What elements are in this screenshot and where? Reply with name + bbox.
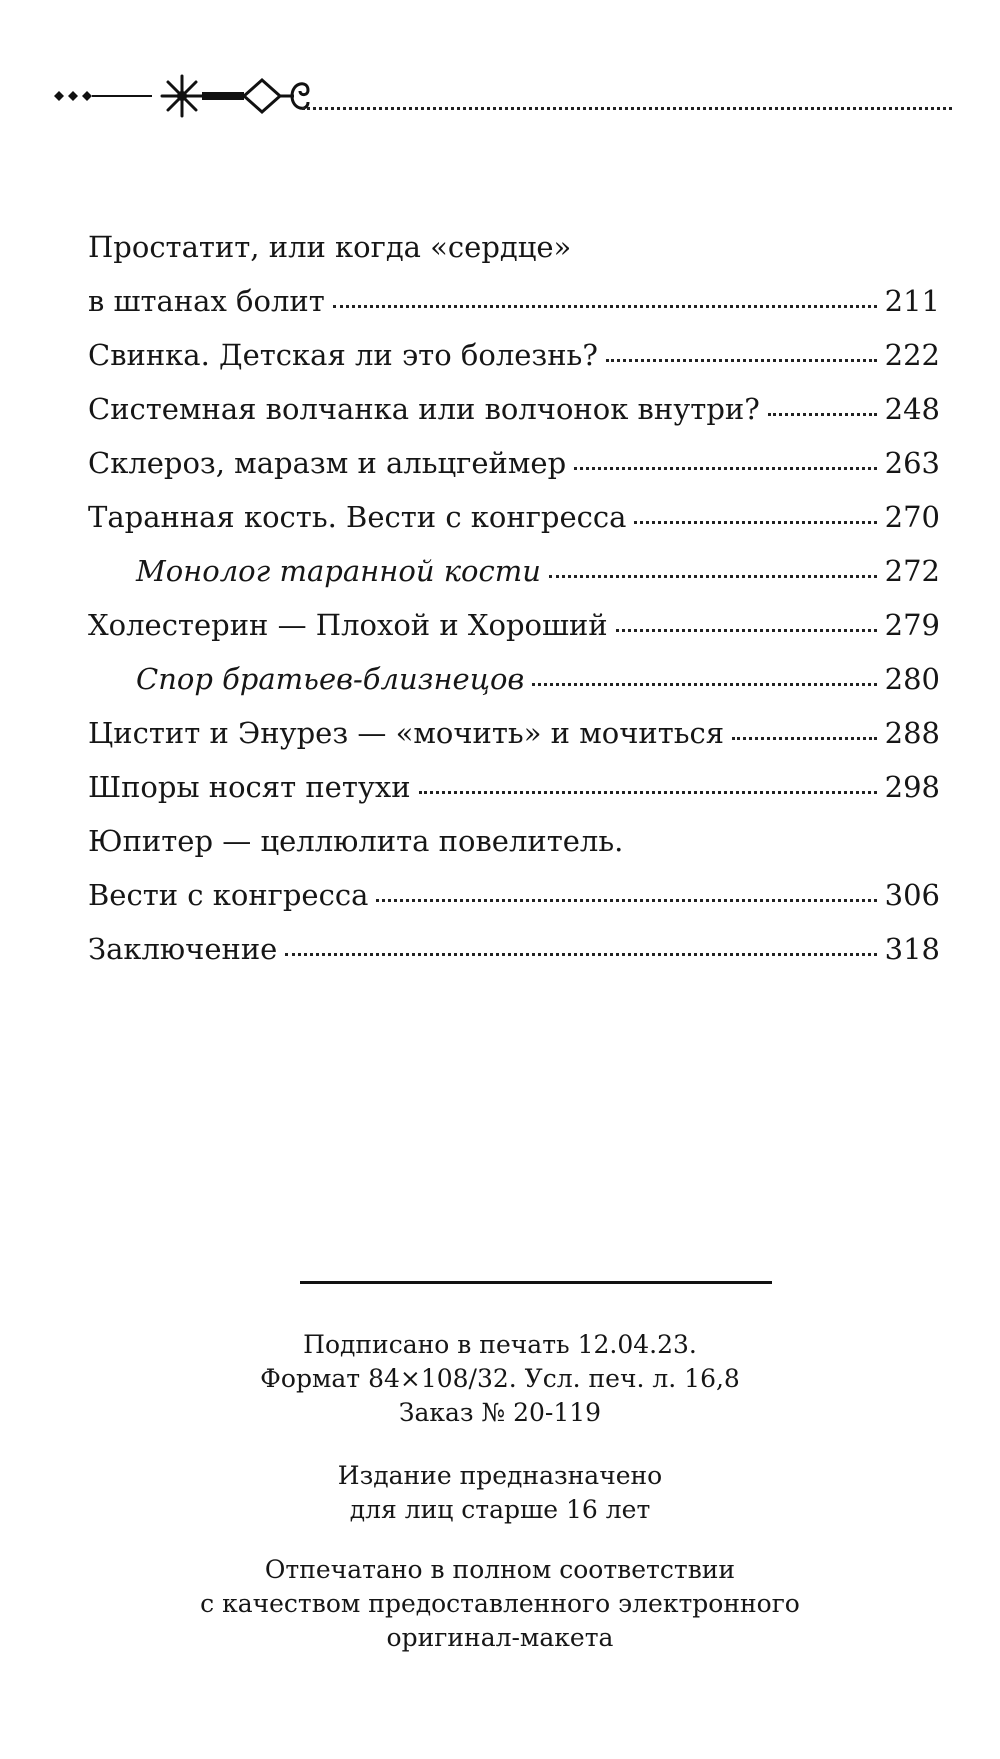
print-note-line: с качеством предоставленного электронного [200,1589,800,1618]
toc-title: Системная волчанка или волчонок внутри? [88,392,760,426]
toc-page-number: 263 [884,446,940,480]
print-note-line: Отпечатано в полном соответствии [264,1555,736,1584]
signed-date: Подписано в печать 12.04.23. [303,1330,697,1359]
toc-title: Таранная кость. Вести с конгресса [88,500,627,534]
dot-leader [616,629,877,632]
toc-title: Заключение [88,932,278,966]
order-number: Заказ № 20-119 [398,1398,602,1427]
toc-subentry [88,544,940,598]
print-note [0,1553,1000,1655]
age-rating [0,1459,1000,1527]
toc-title: Спор братьев-близнецов [136,662,525,696]
print-details [0,1328,1000,1430]
dot-leader [634,521,876,524]
horizontal-rule [300,1281,772,1284]
toc-entry [88,382,940,436]
toc-entry [88,706,940,760]
toc-title: в штанах болит [88,284,325,318]
dot-leader [419,791,877,794]
toc-entry [88,274,940,328]
toc-page-number: 222 [884,338,940,372]
dotted-rule [302,107,952,110]
decorative-ornament-icon [52,72,312,122]
toc-page-number: 298 [884,770,940,804]
age-rating-line: для лиц старше 16 лет [349,1495,651,1524]
toc-entry [88,598,940,652]
toc-page-number: 306 [884,878,940,912]
dot-leader [549,575,877,578]
header-ornament-rule [52,72,952,122]
toc-page-number: 288 [884,716,940,750]
toc-entry [88,328,940,382]
print-note-line: оригинал-макета [386,1623,614,1652]
toc-subentry [88,652,940,706]
toc-title-line: Юпитер — целлюлита повелитель. [88,824,624,858]
toc-title: Шпоры носят петухи [88,770,411,804]
toc-title: Цистит и Энурез — «мочить» и мочиться [88,716,725,750]
toc-title: Вести с конгресса [88,878,369,912]
toc-entry [88,490,940,544]
dot-leader [532,683,876,686]
toc-entry [88,922,940,976]
age-rating-line: Издание предназначено [337,1461,663,1490]
toc-title: Свинка. Детская ли это болезнь? [88,338,598,372]
dot-leader [574,467,877,470]
dot-leader [606,359,877,362]
toc-entry [88,868,940,922]
toc-page-number: 270 [884,500,940,534]
toc-page-number: 280 [884,662,940,696]
toc-page-number: 272 [884,554,940,588]
dot-leader [376,899,876,902]
toc-page-number: 279 [884,608,940,642]
toc-title-line: Простатит, или когда «сердце» [88,230,572,264]
toc-page-number: 318 [884,932,940,966]
toc-page-number: 248 [884,392,940,426]
dot-leader [732,737,877,740]
format-info: Формат 84×108/32. Усл. печ. л. 16,8 [260,1364,740,1393]
dot-leader [285,953,876,956]
toc-entry [88,436,940,490]
toc-title: Склероз, маразм и альцгеймер [88,446,567,480]
toc-title: Холестерин — Плохой и Хороший [88,608,608,642]
dot-leader [333,305,877,308]
dot-leader [768,413,877,416]
toc-title: Монолог таранной кости [136,554,541,588]
toc-page-number: 211 [884,284,940,318]
table-of-contents [88,220,940,976]
toc-entry [88,760,940,814]
